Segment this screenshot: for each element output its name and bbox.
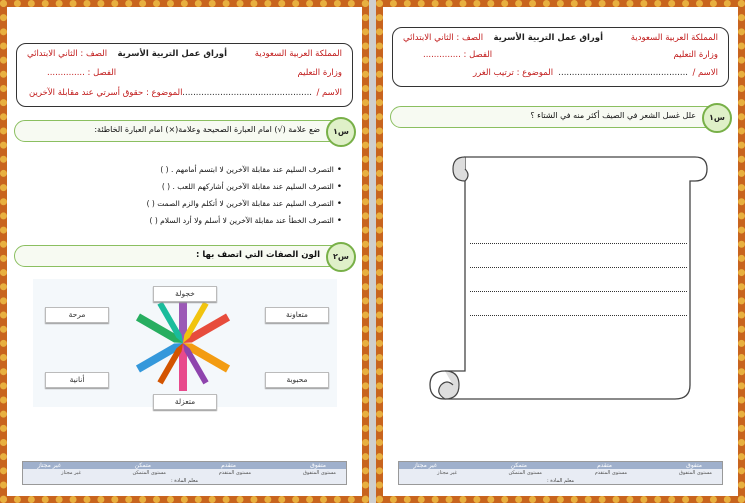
level-desc: مستوى المتفوق bbox=[302, 470, 336, 476]
level-4: غير مجتاز bbox=[37, 462, 61, 469]
worksheet-page-right bbox=[376, 0, 745, 503]
trait-label-top: خجولة bbox=[153, 286, 217, 302]
topic-label: الموضوع : حقوق أسرتي عند مقابلة الآخرين bbox=[29, 88, 183, 98]
question-1-text: علل غسل الشعر في الصيف أكثر منه في الشتاء ؟ bbox=[530, 111, 696, 120]
kingdom-label: المملكة العربية السعودية bbox=[254, 49, 342, 59]
kingdom-label: المملكة العربية السعودية bbox=[630, 33, 718, 43]
answer-line[interactable] bbox=[470, 243, 687, 244]
question-1-badge: س١ bbox=[702, 103, 732, 133]
trait-label-top-right: متعاونة bbox=[265, 307, 329, 323]
grade-label: الصف : الثاني الابتدائي bbox=[403, 33, 484, 43]
list-item: • التصرف الخطأ عند مقابلة الآخرين لا أسلم ولا أرد السلام ( ) bbox=[147, 216, 342, 233]
level-desc: مستوى المتفوق bbox=[678, 470, 712, 476]
name-dots: ................................................ bbox=[182, 88, 312, 98]
level-desc: مستوى المتقدم bbox=[218, 470, 251, 476]
scroll-answer-box bbox=[425, 147, 710, 407]
question-1-bar bbox=[14, 120, 355, 142]
question-1-items bbox=[147, 165, 342, 233]
answer-line[interactable] bbox=[470, 291, 687, 292]
question-1-badge: س١ bbox=[326, 117, 356, 147]
level-3: متمكن bbox=[510, 462, 527, 469]
teacher-label: معلم المادة : bbox=[170, 478, 199, 484]
question-2-badge: س٢ bbox=[326, 242, 356, 272]
question-1-bar bbox=[390, 106, 731, 128]
level-3: متمكن bbox=[134, 462, 151, 469]
topic-label: الموضوع : ترتيب الغرر bbox=[473, 68, 554, 78]
level-2: متقدم bbox=[221, 462, 236, 469]
question-2-bar bbox=[14, 245, 355, 267]
list-item: • التصرف السليم عند مقابلة الآخرين لا أتكلم والزم الصمت ( ) bbox=[147, 199, 342, 216]
worksheet-title: أوراق عمل التربية الأسرية bbox=[493, 33, 603, 43]
level-1: متفوق bbox=[686, 462, 702, 469]
level-desc: مستوى المتمكن bbox=[132, 470, 166, 476]
assessment-footer bbox=[22, 461, 347, 485]
level-4: غير مجتاز bbox=[413, 462, 437, 469]
teacher-label: معلم المادة : bbox=[546, 478, 575, 484]
question-1-text: ضع علامة (√) امام العبارة الصحيحة وعلامة(×) امام العبارة الخاطئة: bbox=[94, 125, 320, 134]
level-2: متقدم bbox=[597, 462, 612, 469]
level-desc: غير مجتاز bbox=[437, 470, 457, 476]
list-item: • التصرف السليم عند مقابلة الآخرين أشاركهم اللعب . ( ) bbox=[147, 182, 342, 199]
question-2-text: الون الصفات التي اتصف بها : bbox=[196, 250, 320, 260]
list-item: • التصرف السليم عند مقابلة الآخرين لا ابتسم أمامهم . ( ) bbox=[147, 165, 342, 182]
level-1: متفوق bbox=[310, 462, 326, 469]
answer-line[interactable] bbox=[470, 315, 687, 316]
level-desc: غير مجتاز bbox=[61, 470, 81, 476]
trait-label-bottom-left: أنانية bbox=[45, 372, 109, 388]
class-label: الفصل : .............. bbox=[47, 68, 117, 78]
name-dots: ................................................ bbox=[558, 68, 688, 78]
name-label: الاسم / bbox=[316, 88, 342, 98]
grade-label: الصف : الثاني الابتدائي bbox=[27, 49, 108, 59]
level-desc: مستوى المتمكن bbox=[508, 470, 542, 476]
ministry-label: وزارة التعليم bbox=[297, 68, 342, 78]
page-header bbox=[16, 43, 353, 107]
ministry-label: وزارة التعليم bbox=[673, 50, 718, 60]
level-desc: مستوى المتقدم bbox=[594, 470, 627, 476]
trait-label-top-left: مرحة bbox=[45, 307, 109, 323]
worksheet-title: أوراق عمل التربية الأسرية bbox=[117, 49, 227, 59]
class-label: الفصل : .............. bbox=[423, 50, 493, 60]
worksheet-page-left bbox=[0, 0, 369, 503]
answer-line[interactable] bbox=[470, 267, 687, 268]
name-label: الاسم / bbox=[692, 68, 718, 78]
trait-label-bottom-right: محبوبة bbox=[265, 372, 329, 388]
assessment-footer bbox=[398, 461, 723, 485]
trait-label-bottom: متعزلة bbox=[153, 394, 217, 410]
page-header bbox=[392, 27, 729, 87]
